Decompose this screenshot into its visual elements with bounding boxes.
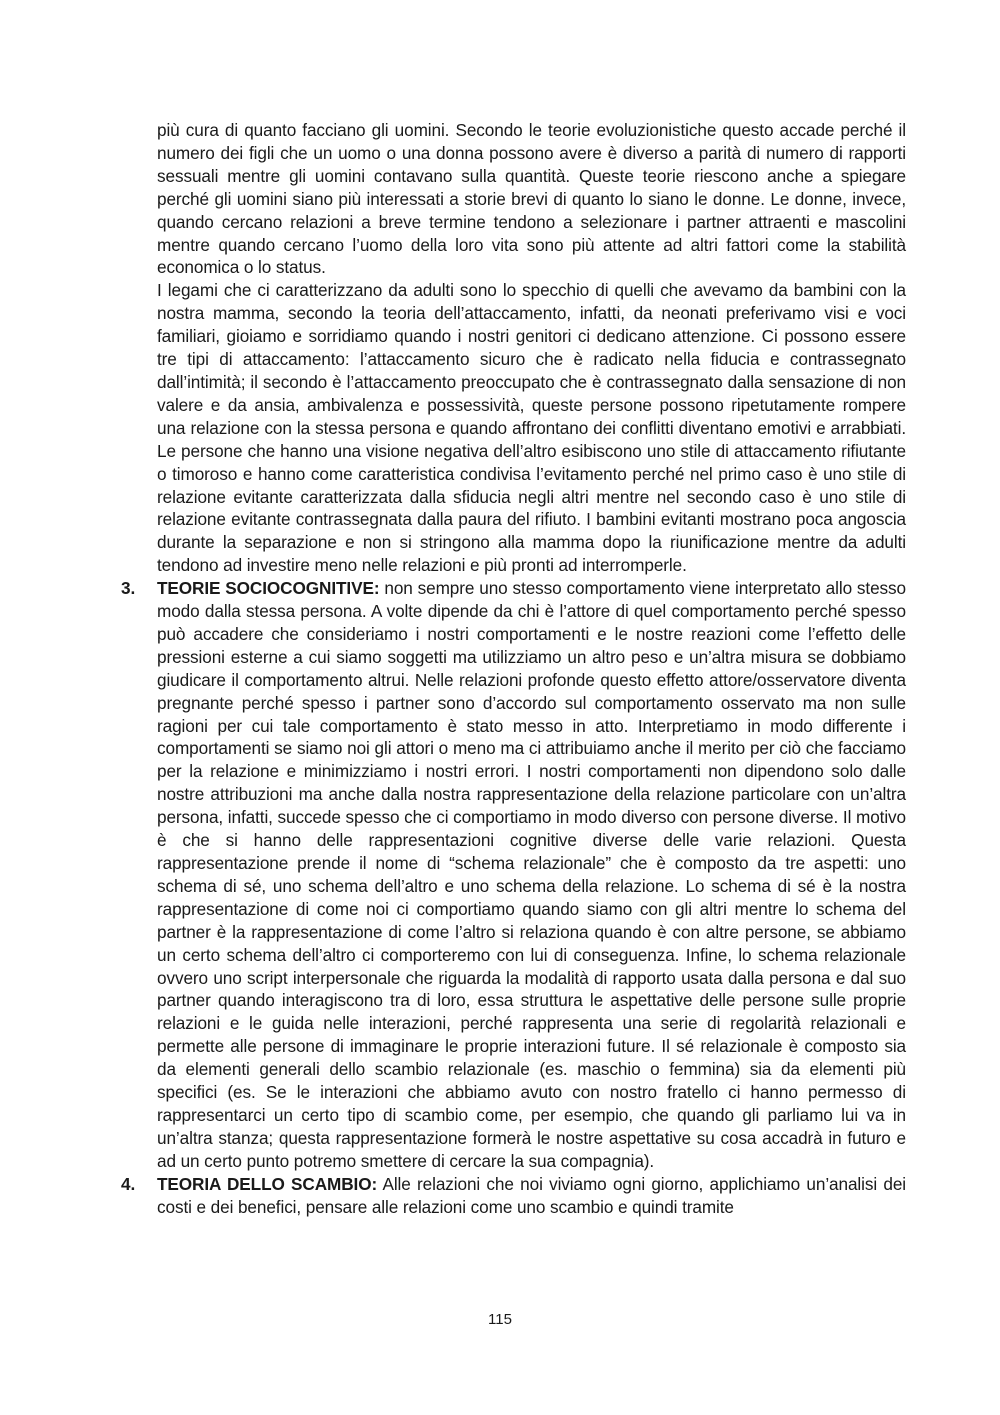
list-number: 4. <box>121 1173 136 1194</box>
list-item-sociocognitive <box>121 577 906 1173</box>
page-number: 115 <box>488 1311 512 1328</box>
continuation-paragraph: più cura di quanto facciano gli uomini. Secondo le teorie evoluzionistiche questo accade perché il numero dei figli che un uomo o una donna possono avere è diverso a parità di numero di rapporti sessuali mentre gli uomini contavano sulla quantità. Queste teorie riescono anche a spiegare perché gli uomini siano più interessati a storie brevi di quanto lo siano le donne. Le donne, invece, quando cercano relazioni a breve termine tendono a selezionare i partner attraenti e mascolini mentre quando cercano l’uomo della loro vita sono più attente ad altri fattori come la stabilità economica o lo status. <box>157 120 906 278</box>
list-text: non sempre uno stesso comportamento viene interpretato allo stesso modo dalla stessa persona. A volte dipende da chi è l’attore di quel comportamento perché spesso può accadere che consideriamo i nostri comportamenti e le nostre reazioni come l’effetto delle pressioni esterne a cui siamo soggetti ma utilizziamo un altro peso e un’altra misura se dobbiamo giudicare il comportamento altrui. Nelle relazioni profonde questo effetto attore/osservatore diventa pregnante perché spesso i partner sono d’accordo sul comportamento osservato ma non sulle ragioni per cui tale comportamento è stato messo in atto. Interpretiamo in modo differente i comportamenti se siamo noi gli attori o meno ma ci attribuiamo anche il merito per ciò che facciamo per la relazione e minimizziamo i nostri errori. I nostri comportamenti non dipendono solo dalle nostre attribuzioni ma anche dalla nostra rappresentazione della relazione particolare con un’altra persona, infatti, succede spesso che ci comportiamo in modo diverso con persone diverse. Il motivo è che si hanno delle rappresentazioni cognitive diverse delle varie relazioni. Questa rappresentazione prende il nome di “schema relazionale” che è composto da tre aspetti: uno schema di sé, uno schema dell’altro e uno schema della relazione. Lo schema di sé è la nostra rappresentazione di come noi ci comportiamo quando siamo con gli altri mentre lo schema del partner è la rappresentazione di come l’altro si relaziona quando è con altre persone, se abbiamo un certo schema dell’altro ci comporteremo con lui di conseguenza. Infine, lo schema relazionale ovvero uno script interpersonale che riguarda la modalità di rapporto usata dalla persona e dal suo partner quando interagiscono tra di loro, essa struttura le aspettative delle persone sulle proprie relazioni e le guida nelle interazioni, perché rappresenta una serie di regolarità relazionali e permette alle persone di immaginare le proprie interazioni future. Il sé relazionale è composto sia da elementi generali dello scambio relazionale (es. maschio o femmina) sia da elementi più specifici (es. Se le interazioni che abbiamo avuto con nostro fratello ci hanno permesso di rappresentarci un certo tipo di scambio come, per esempio, che quando gli parliamo lui va in un’altra stanza; questa rappresentazione formerà le nostre aspettative su cosa accadrà in futuro e ad un certo punto potremo smettere di cercare la sua compagnia). <box>157 578 906 1171</box>
list-text: Alle relazioni che noi viviamo ogni giorno, applichiamo un’analisi dei costi e dei benefici, pensare alle relazioni come uno scambio e quindi tramite <box>157 1173 906 1217</box>
list-term: TEORIE SOCIOCOGNITIVE: <box>157 578 380 599</box>
list-item-exchange <box>121 1173 906 1219</box>
body-text <box>121 119 906 1219</box>
list-term: TEORIA DELLO SCAMBIO: <box>157 1173 378 1194</box>
attachment-paragraph: I legami che ci caratterizzano da adulti sono lo specchio di quelli che avevamo da bambini con la nostra mamma, secondo la teoria dell’attaccamento, infatti, da neonati preferivamo visi e voci familiari, gioiamo e sorridiamo quando i nostri genitori ci dedicano attenzione. Ci possono essere tre tipi di attaccamento: l’attaccamento sicuro che è radicato nella fiducia e contrassegnato dall’intimità; il secondo è l’attaccamento preoccupato che è contrassegnato dalla sensazione di non valere e da ansia, ambivalenza e possessività, queste persone possono ripetutamente rompere una relazione con la stessa persona e quando affrontano dei conflitti diventano emotivi e arrabbiati. Le persone che hanno una visione negativa dell’altro esibiscono uno stile di attaccamento rifiutante o timoroso e hanno come caratteristica condivisa l’evitamento perché nel primo caso è uno stile di relazione evitante caratterizzata dalla sfiducia negli altri mentre nel secondo caso è uno stile di relazione evitante contrassegnata dalla paura del rifiuto. I bambini evitanti mostrano poca angoscia durante la separazione e non si stringono alla mamma dopo la riunificazione mentre da adulti tendono ad investire meno nelle relazioni e più pronti ad interromperle. <box>157 280 906 576</box>
list-number: 3. <box>121 578 136 599</box>
